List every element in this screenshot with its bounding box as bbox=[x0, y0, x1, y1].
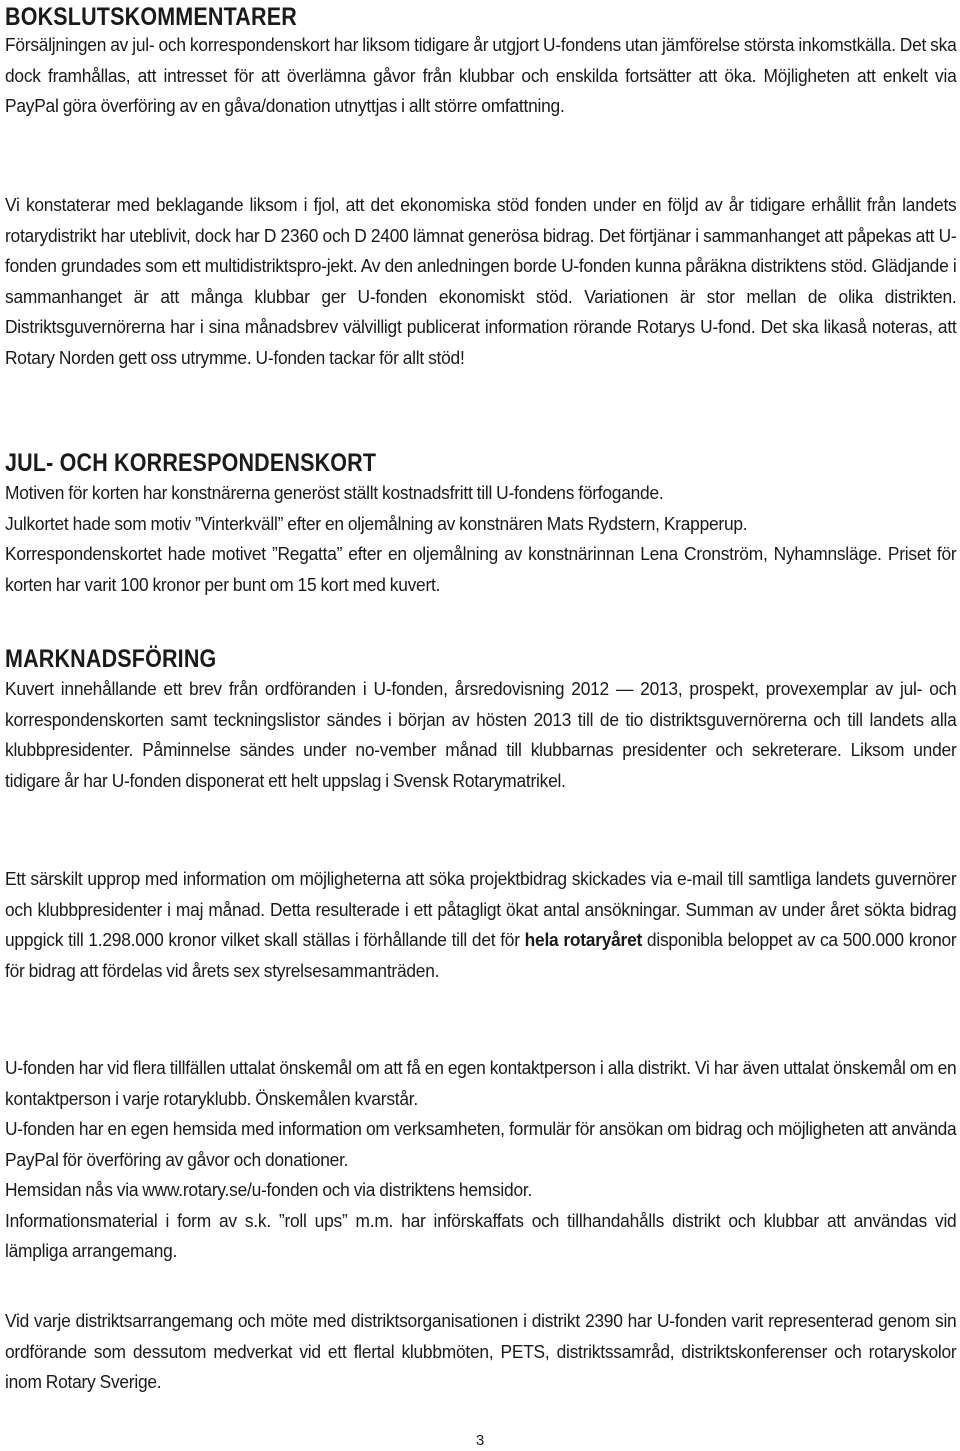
paragraph-kort bbox=[5, 478, 956, 600]
page-number: 3 bbox=[475, 1432, 485, 1449]
marknad-3-rollups: Informationsmaterial i form av s.k. ”roll ups” m.m. har införskaffats och tillhandahålls distrikt och klubbar att användas vid lämpliga arrangemang. bbox=[5, 1210, 957, 1261]
marknad-2-text-a: Ett särskilt upprop med information om möjligheterna att söka projektbidrag skickades via e-mail till samtliga landets guvernörer och klubbpresidenter i maj månad. Detta resulterade i ett påtagligt ökat antal ansökningar. Summan av under året sökta bidrag uppgick till 1.298.000 kronor vilket skall ställas i förhållande till det för bbox=[5, 869, 957, 950]
kort-line-2: Julkortet hade som motiv ”Vinterkväll” efter en oljemålning av konstnären Mats Rydstern, Krapperup. bbox=[5, 513, 748, 534]
kort-line-3: Korrespondenskortet hade motivet ”Regatta” efter en oljemålning av konstnärinnan Lena Cronström, Nyhamnsläge. Priset för korten har varit 100 kronor per bunt om 15 kort med kuvert. bbox=[5, 544, 957, 595]
marknad-2-text-b: disponibla beloppet av ca 500.000 kronor för bidrag att fördelas vid årets sex styrelsesammanträden. bbox=[5, 930, 957, 981]
marknad-3-website: U-fonden har en egen hemsida med information om verksamheten, formulär för ansökan om bidrag och möjligheten att använda PayPal för överföring av gåvor och donationer. bbox=[5, 1119, 957, 1170]
paragraph-bokslut-2: Vi konstaterar med beklagande liksom i fjol, att det ekonomiska stöd fonden under en följd av år tidigare erhållit från landets rotarydistrikt har uteblivit, dock har D 2360 och D 2400 lämnat generösa bidrag. Det förtjänar i sammanhanget att påpekas att U-fonden grundades som ett multidistriktspro-jekt. Av den anledningen borde U-fonden kunna påräkna distriktens stöd. Glädjande i sammanhanget är att många klubbar ger U-fonden ekonomiskt stöd. Variationen är stor mellan de olika distrikten. Distriktsguvernörerna har i sina månadsbrev välvilligt publicerat information rörande Rotarys U-fond. Det ska likaså noteras, att Rotary Norden gett oss utrymme. U-fonden tackar för allt stöd! bbox=[5, 195, 957, 368]
paragraph-bokslut-1: Försäljningen av jul- och korrespondenskort har liksom tidigare år utgjort U-fondens utan jämförelse största inkomstkälla. Det ska dock framhållas, att intresset för att överlämna gåvor från klubbar och enskilda fortsätter att öka. Möjligheten att enkelt via PayPal göra överföring av en gåva/donation utnyttjas i allt större omfattning. bbox=[5, 35, 957, 116]
paragraph-marknad-2 bbox=[5, 864, 956, 986]
paragraph-marknad-1: Kuvert innehållande ett brev från ordföranden i U-fonden, årsredovisning 2012 — 2013, prospekt, provexemplar av jul- och korrespondenskorten samt teckningslistor sändes i början av hösten 2013 till de tio distriktsguvernörerna och till landets alla klubbpresidenter. Påminnelse sändes under no-vember månad till klubbarnas presidenter och sekreterare. Liksom under tidigare år har U-fonden disponerat ett helt uppslag i Svensk Rotarymatrikel. bbox=[5, 679, 957, 791]
bold-hela-rotaryaret: hela rotaryåret bbox=[524, 930, 643, 950]
kort-line-1: Motiven för korten har konstnärerna generöst ställt kostnadsfritt till U-fondens förfogande. bbox=[5, 483, 664, 503]
marknad-3-contact: U-fonden har vid flera tillfällen uttalat önskemål om att få en egen kontaktperson i alla distrikt. Vi har även uttalat önskemål om en kontaktperson i varje rotaryklubb. Önskemålen kvarstår. bbox=[5, 1058, 957, 1109]
heading-jul-och-korrespondenskort: JUL- OCH KORRESPONDENSKORT bbox=[5, 449, 377, 477]
paragraph-marknad-4: Vid varje distriktsarrangemang och möte med distriktsorganisationen i distrikt 2390 har U-fonden varit representerad genom sin ordförande som dessutom medverkat vid ett flertal klubbmöten, PETS, distriktssamråd, distriktskonferenser och rotaryskolor inom Rotary Sverige. bbox=[5, 1311, 957, 1392]
paragraph-marknad-3 bbox=[5, 1053, 956, 1267]
marknad-3-url: Hemsidan nås via www.rotary.se/u-fonden och via distriktens hemsidor. bbox=[5, 1180, 533, 1200]
heading-bokslutskommentarer: BOKSLUTSKOMMENTARER bbox=[5, 3, 297, 31]
heading-marknadsforing: MARKNADSFÖRING bbox=[5, 645, 217, 673]
